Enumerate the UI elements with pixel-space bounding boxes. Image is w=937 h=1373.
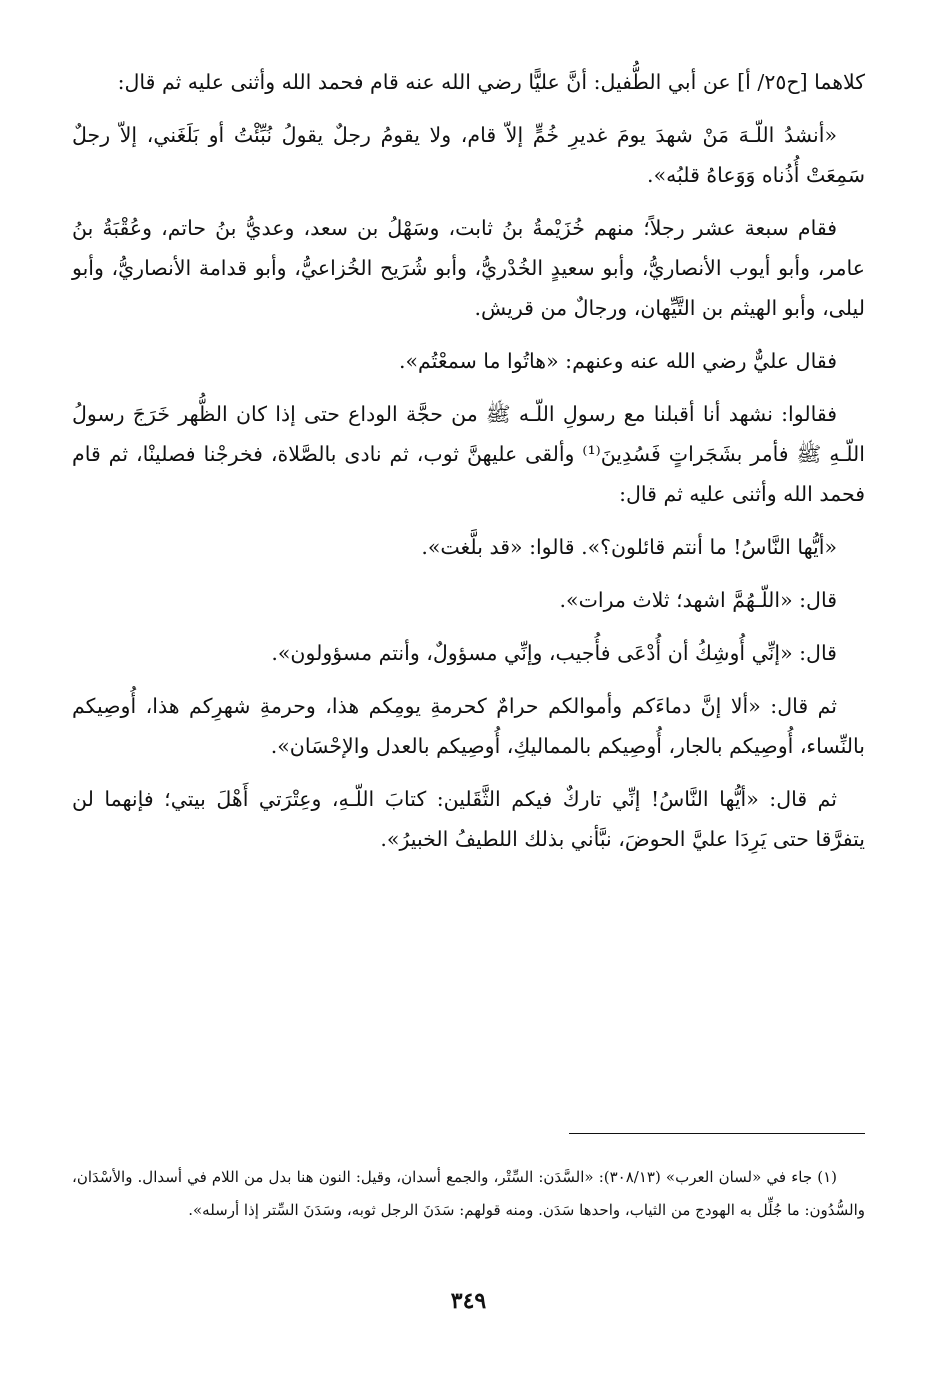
main-text-body [72, 62, 865, 872]
page-number: ٣٤٩ [450, 1288, 487, 1314]
paragraph-testimony: فقالوا: نشهد أنا أقبلنا مع رسولِ اللّـه ﷺ من حجَّة الوداع حتى إذا كان الظُّهر خَرَجَ رسولُ اللّـهِ ﷺ فأمر بشَجَراتٍ فَسُدِينَ⁽¹⁾ وألقى عليهنَّ ثوب، ثم نادى بالصَّلاة، فخرجْنا فصلينْا، ثم قام فحمد الله وأثنى عليه ثم قال: [72, 402, 865, 506]
paragraph-question: «أيُّها النَّاسُ! ما أنتم قائلون؟». قالوا: «قد بلَّغت». [421, 535, 837, 559]
paragraph-sanctity: ثم قال: «ألا إنَّ دماءَكم وأموالكم حرامٌ كحرمةِ يومِكم هذا، وحرمةِ شهرِكم هذا، أُوصِيكم بالنِّساء، أُوصِيكم بالجار، أُوصِيكم بالمماليكِ، أُوصِيكم بالعدل والإحْسَان». [72, 694, 865, 758]
paragraph-opening: كلاهما [ح٢٥/ أ] عن أبي الطُّفيل: أنَّ عليًّا رضي الله عنه قام فحمد الله وأثنى عليه ثم قال: [117, 70, 865, 94]
paragraph-ali-request: فقال عليٌّ رضي الله عنه وعنهم: «هاتُوا ما سمعْتُم». [398, 349, 837, 373]
paragraph-thaqalayn: ثم قال: «أيُّها النَّاسُ! إنِّي تاركٌ فيكم الثَّقَلين: كتابَ اللّـهِ، وعِتْرَتي أَهْلَ بيتي؛ فإنهما لن يتفرَّقا حتى يَرِدَا عليَّ الحوضَ، نبَّأني بذلك اللطيفُ الخبيرُ». [72, 787, 865, 851]
paragraph-called-soon: قال: «إنِّي أُوشِكُ أن أُدْعَى فأُجيب، وإنِّي مسؤولٌ، وأنتم مسؤولون». [271, 641, 837, 665]
paragraph-bear-witness: قال: «اللّـهُمَّ اشهد؛ ثلاث مرات». [559, 588, 837, 612]
paragraph-witnesses: فقام سبعة عشر رجلاً؛ منهم خُزَيْمةُ بنُ ثابت، وسَهْلُ بن سعد، وعديُّ بنُ حاتم، وعُقْبَةُ بنُ عامر، وأبو أيوب الأنصاريُّ، وأبو سعيدٍ الخُدْريُّ، وأبو شُرَيح الخُزاعيُّ، وأبو قدامة الأنصاريُّ، وأبو ليلى، وأبو الهيثم بن التَّيِّهان، ورجالٌ من قريش. [72, 216, 865, 320]
footnote: (١) جاء في «لسان العرب» (٣٠٨/١٣): «السَّدَن: السِّتْر، والجمع أسدان، وقيل: النون هنا بدل من اللام في أسدال. والأسْدَان، والسُّدُون: ما جُلِّل به الهودج من الثياب، واحدها سَدَن. ومنه قولهم: سَدَنَ الرجل ثوبه، وسَدَنَ السِّتر إذا أرسله». [72, 1168, 865, 1219]
paragraph-oath-quote: «أنشدُ اللّـهَ مَنْ شهدَ يومَ غديرِ خُمٍّ إلاّ قام، ولا يقومُ رجلٌ يقولُ نُبِّئْتُ أو بَلَغَني، إلاّ رجلٌ سَمِعَتْ أُذُناه وَوَعاهُ قلبُه». [72, 123, 865, 187]
footnote-separator [569, 1133, 865, 1134]
